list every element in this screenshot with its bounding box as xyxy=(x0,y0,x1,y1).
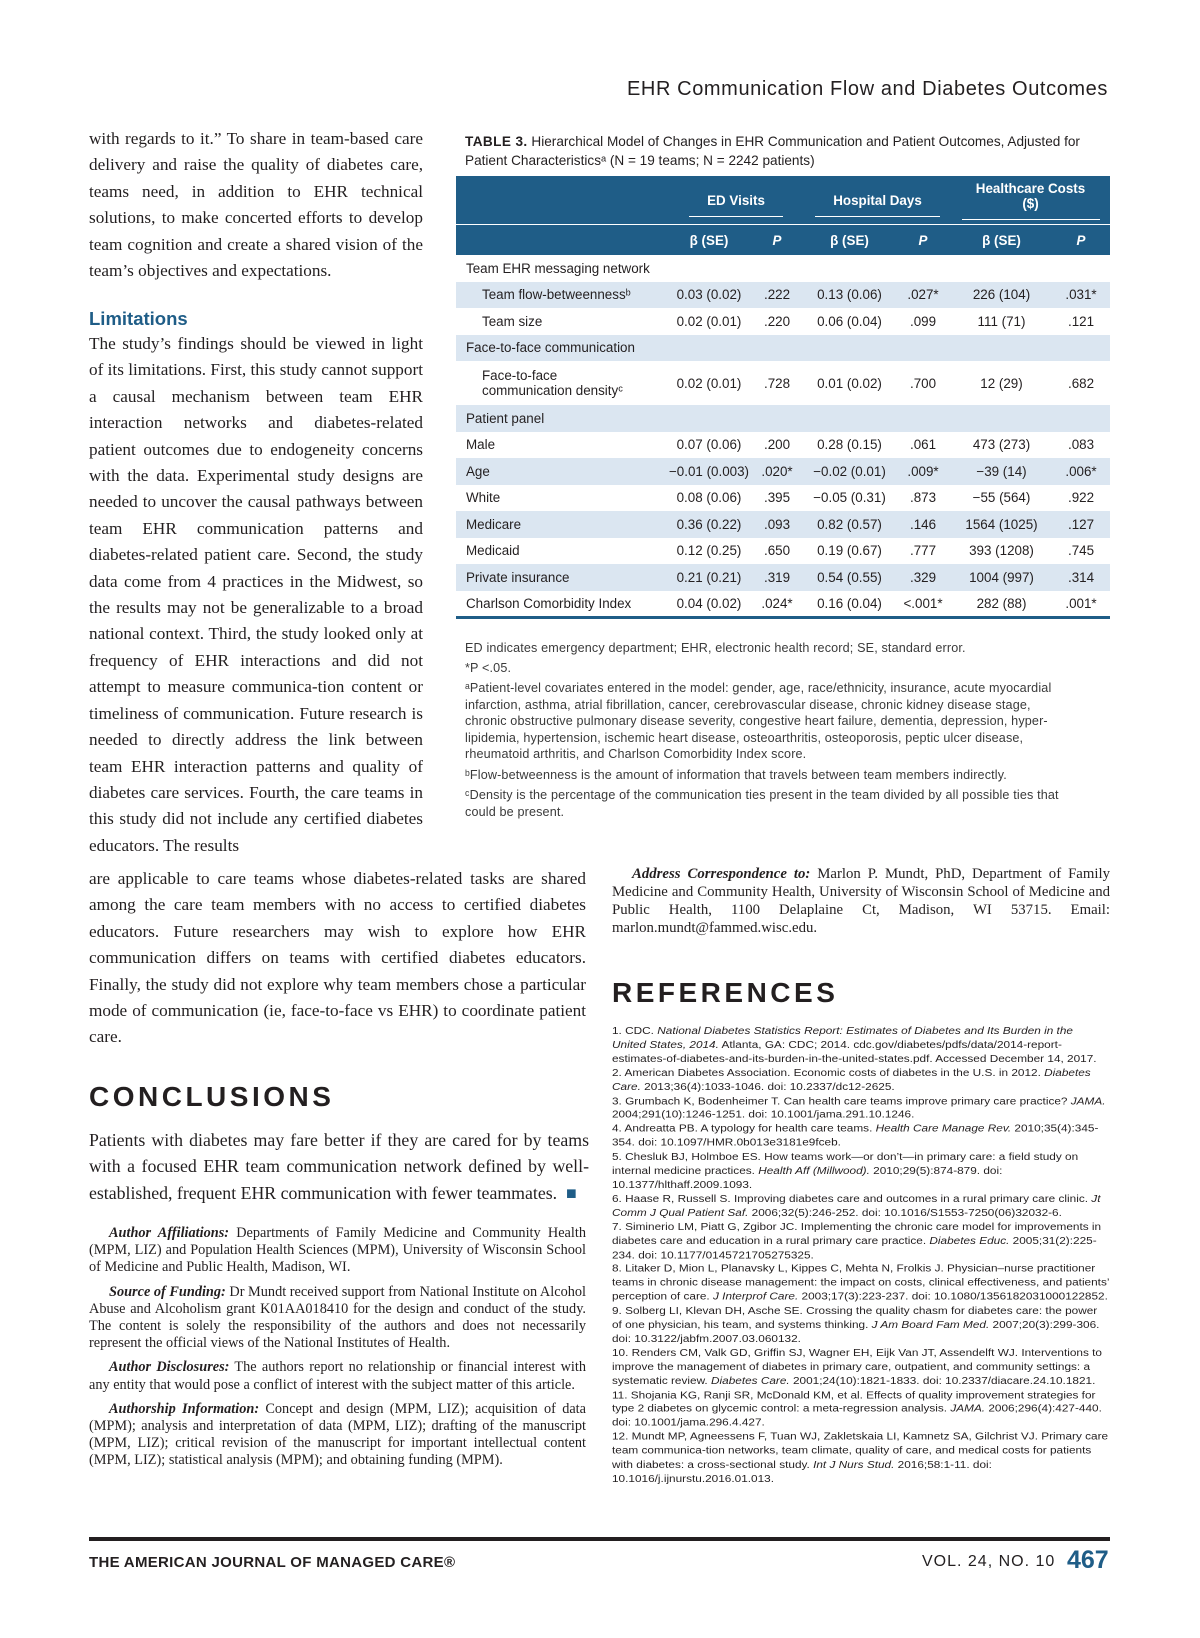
author-notes xyxy=(89,1225,586,1477)
table-cell: 0.04 (0.02) xyxy=(668,591,750,618)
table-cell: 0.13 (0.06) xyxy=(804,282,895,309)
table-cell: 0.21 (0.21) xyxy=(668,564,750,591)
header-blank-2 xyxy=(456,225,668,256)
table-cell: 226 (104) xyxy=(951,282,1052,309)
table-cell: .329 xyxy=(895,564,951,591)
row-label: White xyxy=(456,485,668,512)
footnote: ᵃPatient-level covariates entered in the model: gender, age, race/ethnicity, insurance, acute myocardial infarction, asthma, atrial fibrillation, cancer, cerebrovascular disease, chronic kidney disease stage, chronic obstructive pulmonary disease severity, congestive heart failure, dementia, depression, hyper-lipidemia, hypertension, ischemic heart disease, osteoarthritis, osteoporosis, peptic ulcer disease, rheumatoid arthritis, and Charlson Comorbidity Index score. xyxy=(465,681,1052,761)
header-group-healthcare-costs: Healthcare Costs ($) xyxy=(951,176,1110,225)
table-row xyxy=(456,511,1110,538)
footnote: ᵇFlow-betweenness is the amount of information that travels between team members indirectly. xyxy=(465,767,1007,782)
references-heading: REFERENCES xyxy=(612,977,839,1008)
footnote: ᶜDensity is the percentage of the communication ties present in the team divided by all possible ties that could be present. xyxy=(465,788,1059,819)
table-caption-text: Hierarchical Model of Changes in EHR Communication and Patient Outcomes, Adjusted for Patient Characteristicsᵃ (N = 19 teams; N = 2242 patients) xyxy=(465,134,1080,168)
conclusions-paragraph xyxy=(89,1127,589,1206)
table-body xyxy=(456,255,1110,617)
reference-item: 6. Haase R, Russell S. Improving diabetes care and outcomes in a rural primary care clinic. Jt Comm J Qual Patient Saf. 2006;32(5):246-252. doi: 10.1016/S1553-7250(06)32032-6. xyxy=(612,1192,1101,1219)
table-cell: 0.01 (0.02) xyxy=(804,361,895,405)
header-group-hospital-days: Hospital Days xyxy=(804,176,951,225)
reference-item: 2. American Diabetes Association. Economic costs of diabetes in the U.S. in 2012. Diabetes Care. 2013;36(4):1033-1046. doi: 10.2337/dc12-2625. xyxy=(612,1066,1091,1093)
table-cell: .873 xyxy=(895,485,951,512)
table-cell: .009* xyxy=(895,458,951,485)
limitations-continued-text: are applicable to care teams whose diabetes-related tasks are shared among the care team members with no access to certified diabetes educators. Future researchers may wish to explore how EHR communication differs on teams with certified diabetes educators. Finally, the study did not explore why team members chose a particular mode of communication (ie, face-to-face vs EHR) to coordinate patient care. xyxy=(89,869,586,1047)
table-cell: 0.82 (0.57) xyxy=(804,511,895,538)
correspondence: Address Correspondence to: Marlon P. Mundt, PhD, Department of Family Medicine and Community Health, University of Wisconsin School of Medicine and Public Health, 1100 Delaplaine Ct, Madison, WI 53715. Email: marlon.mundt@fammed.wisc.edu. xyxy=(612,866,1111,936)
header-blank xyxy=(456,176,668,225)
table-cell: 0.07 (0.06) xyxy=(668,432,750,459)
reference-item: 10. Renders CM, Valk GD, Griffin SJ, Wagner EH, Eijk Van JT, Assendelft WJ. Interventions to improve the management of diabetes in primary care, outpatient, and community settings: a systematic review. Diabetes Care. 2001;24(10):1821-1833. doi: 10.2337/diacare.24.10.1821. xyxy=(612,1346,1102,1387)
table-header-subheaders xyxy=(456,225,1110,256)
table-cell: .220 xyxy=(750,308,804,335)
table-cell: .682 xyxy=(1052,361,1110,405)
intro-paragraph-text: with regards to it.” To share in team-based care delivery and raise the quality of diabetes care, teams need, in addition to EHR technical solutions, to make concerted efforts to develop team cognition and create a shared vision of the team’s objectives and expectations. xyxy=(89,129,423,281)
page-number: 467 xyxy=(1067,1546,1109,1574)
reference-item: 5. Chesluk BJ, Holmboe ES. How teams work—or don’t—in primary care: a field study on internal medicine practices. Health Aff (Millwood). 2010;29(5):874-879. doi: 10.1377/hlthaff.2009.1093. xyxy=(612,1150,1079,1191)
limitations-paragraph xyxy=(89,331,423,859)
table-cell: 473 (273) xyxy=(951,432,1052,459)
limitations-heading: Limitations xyxy=(89,308,188,329)
table-section-row xyxy=(456,405,1110,432)
intro-paragraph xyxy=(89,126,423,284)
table-cell: .745 xyxy=(1052,538,1110,565)
table-section-row xyxy=(456,335,1110,362)
row-label: Charlson Comorbidity Index xyxy=(456,591,668,618)
table-cell: −0.01 (0.003) xyxy=(668,458,750,485)
table-cell: .001* xyxy=(1052,591,1110,618)
row-label: Medicare xyxy=(456,511,668,538)
authorship-information: Authorship Information: Concept and design (MPM, LIZ); acquisition of data (MPM); analysis and interpretation of data (MPM, LIZ); drafting of the manuscript (MPM, LIZ); critical revision of the manuscript for important intellectual content (MPM, LIZ); statistical analysis (MPM); and obtaining funding (MPM). xyxy=(89,1400,586,1469)
footnote: ED indicates emergency department; EHR, electronic health record; SE, standard error. xyxy=(465,641,966,655)
journal-title: THE AMERICAN JOURNAL OF MANAGED CARE® xyxy=(89,1554,456,1571)
table-cell: 1004 (997) xyxy=(951,564,1052,591)
reference-item: 11. Shojania KG, Ranji SR, McDonald KM, et al. Effects of quality improvement strategies for type 2 diabetes on glycemic control: a meta-regression analysis. JAMA. 2006;296(4):427-440. doi: 10.1001/jama.296.4.427. xyxy=(612,1388,1102,1429)
table-cell: .024* xyxy=(750,591,804,618)
subheader: β (SE) xyxy=(951,225,1052,256)
table-row xyxy=(456,538,1110,565)
table-cell: 0.02 (0.01) xyxy=(668,308,750,335)
subheader: P xyxy=(895,225,951,256)
table-cell: .319 xyxy=(750,564,804,591)
table-cell: .650 xyxy=(750,538,804,565)
table-cell: .121 xyxy=(1052,308,1110,335)
table-label: TABLE 3. xyxy=(465,134,528,149)
footer-rule xyxy=(89,1537,1110,1541)
row-label: Team flow-betweennessᵇ xyxy=(456,282,668,309)
row-label: Medicaid xyxy=(456,538,668,565)
table-cell: .395 xyxy=(750,485,804,512)
table-cell: −0.05 (0.31) xyxy=(804,485,895,512)
table-cell: .093 xyxy=(750,511,804,538)
table-cell: 0.16 (0.04) xyxy=(804,591,895,618)
table-header-groups xyxy=(456,176,1110,225)
table-row xyxy=(456,591,1110,618)
table-cell: .700 xyxy=(895,361,951,405)
reference-item: 1. CDC. National Diabetes Statistics Report: Estimates of Diabetes and Its Burden in the United States, 2014. Atlanta, GA: CDC; 2014. cdc.gov/diabetes/pdfs/data/2014-report-estimates-of-diabetes-and-its-burden-in-the-united-states.pdf. Accessed December 14, 2017. xyxy=(612,1024,1097,1065)
author-disclosures: Author Disclosures: The authors report no relationship or financial interest with any entity that would pose a conflict of interest with the subject matter of this article. xyxy=(89,1359,586,1393)
row-label: Male xyxy=(456,432,668,459)
table-cell: 393 (1208) xyxy=(951,538,1052,565)
limitations-paragraph-continued xyxy=(89,866,586,1051)
running-head: EHR Communication Flow and Diabetes Outcomes xyxy=(626,78,1108,100)
table-cell: 1564 (1025) xyxy=(951,511,1052,538)
table-footnotes xyxy=(465,640,1073,820)
reference-item: 9. Solberg LI, Klevan DH, Asche SE. Crossing the quality chasm for diabetes care: the power of one physician, his team, and systems thinking. J Am Board Fam Med. 2007;20(3):299-306. doi: 10.3122/jabfm.2007.03.060132. xyxy=(612,1304,1100,1345)
table-cell: .031* xyxy=(1052,282,1110,309)
row-label: Team EHR messaging network xyxy=(456,255,1110,282)
table-cell: .061 xyxy=(895,432,951,459)
row-label: Private insurance xyxy=(456,564,668,591)
table-row xyxy=(456,308,1110,335)
subheader: P xyxy=(1052,225,1110,256)
row-label: Face-to-face communication xyxy=(456,335,1110,362)
conclusions-heading: CONCLUSIONS xyxy=(89,1081,335,1112)
row-label: Face-to-face communication densityᶜ xyxy=(456,361,668,405)
table-row xyxy=(456,432,1110,459)
table-cell: 0.28 (0.15) xyxy=(804,432,895,459)
reference-item: 12. Mundt MP, Agneessens F, Tuan WJ, Zakletskaia LI, Kamnetz SA, Gilchrist VJ. Primary care team communica-tion networks, team climate, quality of care, and medical costs for patients with diabetes: a cross-sectional study. Int J Nurs Stud. 2016;58:1-11. doi: 10.1016/j.ijnurstu.2016.01.013. xyxy=(612,1430,1109,1485)
table-cell: .006* xyxy=(1052,458,1110,485)
table-cell: 0.36 (0.22) xyxy=(668,511,750,538)
table-cell: .314 xyxy=(1052,564,1110,591)
table-cell: .200 xyxy=(750,432,804,459)
table-cell: .222 xyxy=(750,282,804,309)
references-list xyxy=(612,1024,1110,1486)
table-section-row xyxy=(456,255,1110,282)
source-of-funding: Source of Funding: Dr Mundt received support from National Institute on Alcohol Abuse and Alcoholism grant K01AA018410 for the design and conduct of the study. The content is solely the responsibility of the authors and does not necessarily represent the official views of the National Institutes of Health. xyxy=(89,1283,586,1352)
author-affiliations: Author Affiliations: Departments of Family Medicine and Community Health (MPM, LIZ) and Population Health Sciences (MPM), University of Wisconsin School of Medicine and Public Health, Madison, WI. xyxy=(89,1225,586,1276)
row-label: Age xyxy=(456,458,668,485)
table-cell: .083 xyxy=(1052,432,1110,459)
table-cell: 0.06 (0.04) xyxy=(804,308,895,335)
header-group-ed-visits: ED Visits xyxy=(668,176,804,225)
table-row xyxy=(456,361,1110,405)
table-cell: 111 (71) xyxy=(951,308,1052,335)
table-cell: .027* xyxy=(895,282,951,309)
table-cell: 0.19 (0.67) xyxy=(804,538,895,565)
end-mark: ■ xyxy=(566,1182,577,1203)
table-cell: .099 xyxy=(895,308,951,335)
table-cell: 0.54 (0.55) xyxy=(804,564,895,591)
reference-item: 4. Andreatta PB. A typology for health care teams. Health Care Manage Rev. 2010;35(4):345-354. doi: 10.1097/HMR.0b013e3181e9fceb. xyxy=(612,1122,1099,1149)
table-cell: 0.02 (0.01) xyxy=(668,361,750,405)
table-row xyxy=(456,564,1110,591)
subheader: β (SE) xyxy=(804,225,895,256)
footnote: *P <.05. xyxy=(465,660,512,675)
table-cell: .922 xyxy=(1052,485,1110,512)
reference-item: 7. Siminerio LM, Piatt G, Zgibor JC. Implementing the chronic care model for improvements in diabetes care and education in a rural primary care practice. Diabetes Educ. 2005;31(2):225-234. doi: 10.1177/0145721705275325. xyxy=(612,1220,1102,1261)
subheader: β (SE) xyxy=(668,225,750,256)
table-cell: 0.08 (0.06) xyxy=(668,485,750,512)
table-cell: .728 xyxy=(750,361,804,405)
table-cell: −55 (564) xyxy=(951,485,1052,512)
table-caption xyxy=(465,132,1085,170)
row-label: Team size xyxy=(456,308,668,335)
table-cell: 0.12 (0.25) xyxy=(668,538,750,565)
reference-item: 8. Litaker D, Mion L, Planavsky L, Kippes C, Mehta N, Frolkis J. Physician–nurse practitioner teams in chronic disease management: the impact on costs, clinical effectiveness, and patients’ perception of care. J Interprof Care. 2003;17(3):223-237. doi: 10.1080/1356182031000122852. xyxy=(612,1262,1110,1303)
table-cell: 282 (88) xyxy=(951,591,1052,618)
table-cell: 12 (29) xyxy=(951,361,1052,405)
row-label: Patient panel xyxy=(456,405,1110,432)
table-cell: <.001* xyxy=(895,591,951,618)
table-cell: .020* xyxy=(750,458,804,485)
conclusions-text: Patients with diabetes may fare better if they are cared for by teams with a focused EHR team communication network defined by well-established, frequent EHR communication with fewer teammates. xyxy=(89,1130,589,1203)
table-row xyxy=(456,282,1110,309)
table-cell: .127 xyxy=(1052,511,1110,538)
table-cell: 0.03 (0.02) xyxy=(668,282,750,309)
reference-item: 3. Grumbach K, Bodenheimer T. Can health care teams improve primary care practice? JAMA. 2004;291(10):1246-1251. doi: 10.1001/jama.291.10.1246. xyxy=(612,1094,1106,1121)
table-cell: .146 xyxy=(895,511,951,538)
results-table xyxy=(456,176,1110,619)
limitations-paragraph-text: The study’s findings should be viewed in light of its limitations. First, this study cannot support a causal mechanism between team EHR interaction networks and diabetes-related patient outcomes due to endogeneity concerns with the data. Experimental study designs are needed to uncover the causal pathways between team EHR communication patterns and diabetes-related patient care. Second, the study data come from 4 practices in the Midwest, so the results may not be generalizable to a broad national context. Third, the study looked only at frequency of EHR interactions and did not attempt to measure communica-tion content or timeliness of communication. Future research is needed to directly address the link between team EHR interaction patterns and quality of diabetes care services. Fourth, the care teams in this study did not include any certified diabetes educators. The results xyxy=(89,334,423,855)
table-row xyxy=(456,485,1110,512)
table-row xyxy=(456,458,1110,485)
subheader: P xyxy=(750,225,804,256)
table-cell: −0.02 (0.01) xyxy=(804,458,895,485)
table-cell: −39 (14) xyxy=(951,458,1052,485)
table-cell: .777 xyxy=(895,538,951,565)
volume-issue: VOL. 24, NO. 10 xyxy=(922,1553,1056,1570)
